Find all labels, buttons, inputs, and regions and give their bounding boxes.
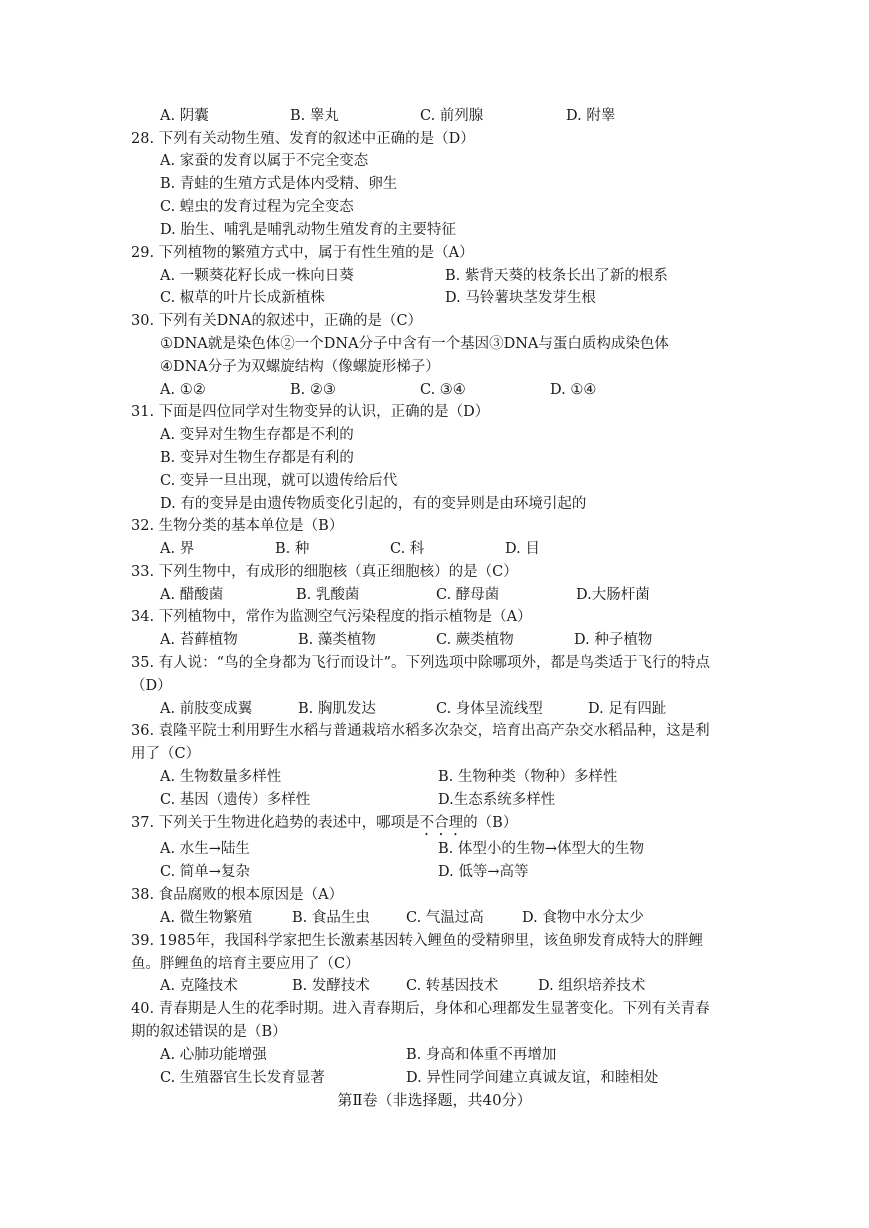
q32-option-d: D. 目	[505, 541, 540, 557]
question-37-stem	[131, 812, 517, 834]
q31-option-c: C. 变异一旦出现，就可以遗传给后代	[160, 473, 398, 489]
question-31-stem: 31. 下面是四位同学对生物变异的认识，正确的是（D）	[131, 404, 490, 420]
q29-option-a: A. 一颗葵花籽长成一株向日葵	[160, 268, 354, 284]
q33-option-c: C. 酵母菌	[436, 587, 500, 603]
q29-option-d: D. 马铃薯块茎发芽生根	[445, 290, 596, 306]
q29-option-c: C. 椒草的叶片长成新植株	[160, 290, 325, 306]
q39-option-a: A. 克隆技术	[160, 978, 238, 994]
q31-option-d: D. 有的变异是由遗传物质变化引起的，有的变异则是由环境引起的	[160, 496, 587, 512]
q31-option-a: A. 变异对生物生存都是不利的	[160, 427, 354, 443]
q35-option-c: C. 身体呈流线型	[436, 701, 543, 717]
q28-option-d: D. 胎生、哺乳是哺乳动物生殖发育的主要特征	[160, 222, 456, 238]
q32-option-b: B. 种	[275, 541, 310, 557]
q33-option-a: A. 醋酸菌	[160, 587, 224, 603]
q37-option-d: D. 低等→高等	[438, 864, 529, 880]
q32-option-a: A. 界	[160, 541, 195, 557]
question-36-stem-line-2: 用了（C）	[131, 746, 201, 762]
q27-option-b: B. 睾丸	[290, 108, 339, 124]
question-40-stem-line-1: 40. 青春期是人生的花季时期。进入青春期后，身体和心理都发生显著变化。下列有关青春	[131, 1001, 710, 1017]
q30-option-b: B. ②③	[290, 382, 336, 398]
q37-option-c: C. 简单→复杂	[160, 864, 250, 880]
q37-stem-prefix: 37. 下列关于生物进化趋势的表述中，哪项是	[131, 815, 420, 831]
q31-option-b: B. 变异对生物生存都是有利的	[160, 450, 354, 466]
question-39-stem-line-2: 鱼。胖鲤鱼的培育主要应用了（C）	[131, 956, 360, 972]
q34-option-d: D. 种子植物	[574, 632, 653, 648]
q30-statement-line-1: ①DNA就是染色体②一个DNA分子中含有一个基因③DNA与蛋白质构成染色体	[160, 336, 669, 352]
q39-option-c: C. 转基因技术	[406, 978, 499, 994]
q33-option-b: B. 乳酸菌	[296, 587, 360, 603]
q29-option-b: B. 紫背天葵的枝条长出了新的根系	[445, 268, 668, 284]
question-28-stem: 28. 下列有关动物生殖、发育的叙述中正确的是（D）	[131, 131, 475, 147]
question-39-stem-line-1: 39. 1985年，我国科学家把生长激素基因转入鲤鱼的受精卵里，该鱼卵发育成特大的胖鲤	[131, 933, 704, 949]
q40-option-c: C. 生殖器官生长发育显著	[160, 1070, 325, 1086]
q34-option-a: A. 苔藓植物	[160, 632, 238, 648]
question-38-stem: 38. 食品腐败的根本原因是（A）	[131, 887, 344, 903]
question-34-stem: 34. 下列植物中，常作为监测空气污染程度的指示植物是（A）	[131, 609, 532, 625]
section-2-title: 第Ⅱ卷（非选择题，共40分）	[337, 1091, 532, 1109]
q38-option-c: C. 气温过高	[406, 910, 484, 926]
q38-option-b: B. 食品生虫	[292, 910, 370, 926]
question-30-stem: 30. 下列有关DNA的叙述中，正确的是（C）	[131, 313, 423, 329]
q40-option-b: B. 身高和体重不再增加	[406, 1047, 557, 1063]
question-32-stem: 32. 生物分类的基本单位是（B）	[131, 518, 344, 534]
q37-stem-suffix: 的（B）	[463, 815, 518, 831]
q34-option-b: B. 藻类植物	[298, 632, 376, 648]
q28-option-a: A. 家蚕的发育以属于不完全变态	[160, 153, 369, 169]
q37-option-a: A. 水生→陆生	[160, 841, 250, 857]
q27-option-d: D. 附睾	[566, 108, 616, 124]
q35-option-d: D. 足有四趾	[588, 701, 667, 717]
q40-option-d: D. 异性同学间建立真诚友谊，和睦相处	[406, 1070, 659, 1086]
question-29-stem: 29. 下列植物的繁殖方式中，属于有性生殖的是（A）	[131, 245, 474, 261]
q30-option-a: A. ①②	[160, 382, 206, 398]
q27-option-c: C. 前列腺	[420, 108, 484, 124]
q27-option-a: A. 阴囊	[160, 108, 209, 124]
q39-option-b: B. 发酵技术	[292, 978, 370, 994]
q30-option-d: D. ①④	[550, 382, 597, 398]
question-35-stem-line-2: （D）	[131, 678, 172, 694]
q37-emphasis: 不合理	[419, 815, 464, 831]
q32-option-c: C. 科	[390, 541, 425, 557]
q28-option-c: C. 蝗虫的发育过程为完全变态	[160, 199, 354, 215]
question-40-stem-line-2: 期的叙述错误的是（B）	[131, 1024, 287, 1040]
question-36-stem-line-1: 36. 袁隆平院士利用野生水稻与普通栽培水稻多次杂交，培育出高产杂交水稻品种，这是利	[131, 723, 710, 739]
q34-option-c: C. 蕨类植物	[436, 632, 514, 648]
q30-statement-line-2: ④DNA分子为双螺旋结构（像螺旋形梯子）	[160, 359, 440, 375]
q40-option-a: A. 心肺功能增强	[160, 1047, 267, 1063]
q38-option-d: D. 食物中水分太少	[522, 910, 644, 926]
question-33-stem: 33. 下列生物中，有成形的细胞核（真正细胞核）的是（C）	[131, 564, 518, 580]
q36-option-a: A. 生物数量多样性	[160, 769, 282, 785]
q39-option-d: D. 组织培养技术	[538, 978, 646, 994]
q28-option-b: B. 青蛙的生殖方式是体内受精、卵生	[160, 176, 398, 192]
q36-option-d: D.生态系统多样性	[438, 792, 556, 808]
q38-option-a: A. 微生物繁殖	[160, 910, 253, 926]
q35-option-a: A. 前肢变成翼	[160, 701, 253, 717]
q30-option-c: C. ③④	[420, 382, 466, 398]
q35-option-b: B. 胸肌发达	[298, 701, 376, 717]
q36-option-c: C. 基因（遗传）多样性	[160, 792, 311, 808]
q36-option-b: B. 生物种类（物种）多样性	[438, 769, 618, 785]
q33-option-d: D.大肠杆菌	[576, 587, 650, 603]
question-35-stem-line-1: 35. 有人说：“鸟的全身都为飞行而设计”。下列选项中除哪项外，都是鸟类适于飞行的特点	[131, 655, 710, 671]
q37-option-b: B. 体型小的生物→体型大的生物	[438, 841, 645, 857]
